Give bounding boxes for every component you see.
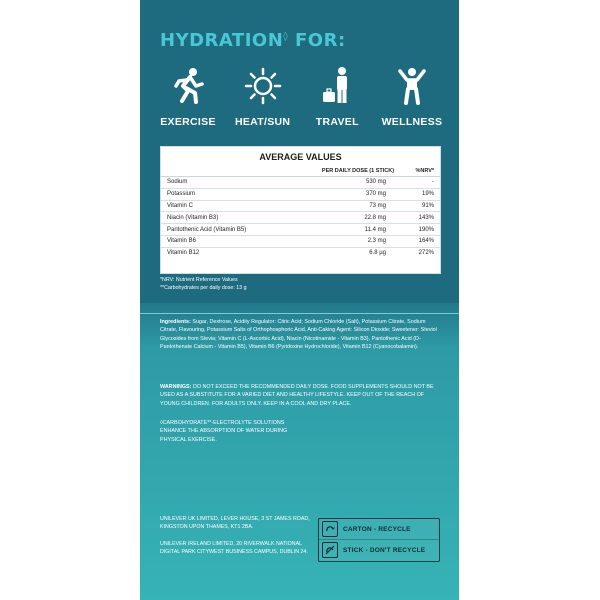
wellness-icon [392, 66, 432, 106]
table-row [161, 177, 440, 189]
table-row [161, 189, 440, 201]
use-cases [152, 66, 448, 128]
table-cell-nrv: 19% [421, 191, 434, 198]
table-cell-amount: 73 mg [369, 202, 386, 209]
table-cell-name: Vitamin C [167, 202, 193, 209]
nutrition-rows [161, 177, 440, 259]
recycle-icon [322, 521, 338, 537]
use-travel: TRAVEL [301, 66, 373, 128]
sun-icon [243, 66, 283, 106]
table-cell-nrv: - [432, 179, 434, 186]
carbohydrate-claim: ◊CARBOHYDRATE**-ELECTROLYTE SOLUTIONS ENHANCE THE ABSORPTION OF WATER DURING PHYSICAL EXERCISE. [160, 420, 288, 443]
table-cell-amount: 2.3 mg [367, 238, 386, 245]
runner-icon [168, 66, 208, 106]
recycling-box [318, 518, 440, 562]
table-row [161, 224, 440, 236]
table-cell-amount: 6.8 µg [369, 250, 386, 257]
table-cell-name: Potassium [167, 191, 196, 198]
traveller-icon [317, 66, 357, 106]
table-cell-amount: 22.8 mg [364, 214, 386, 221]
warnings-text: WARNINGS: DO NOT EXCEED THE RECOMMENDED DAILY DOSE. FOOD SUPPLEMENTS SHOULD NOT BE USED AS A SUBSTITUTE FOR A VARIED DIET AND HEALTHY LIFESTYLE. KEEP OUT OF THE REACH OF YOUNG CHILDREN. FOR ADULTS ONLY. KEEP IN A COOL AND DRY PLACE. [160, 384, 434, 407]
nutrition-table [160, 146, 441, 274]
nutrition-notes: *NRV: Nutrient Reference Values **Carbohydrates per daily dose: 13 g [160, 277, 247, 291]
address-ireland: UNILEVER IRELAND LIMITED, 20 RIVERWALK NATIONAL DIGITAL PARK CITYWEST BUSINESS CAMPUS, DUBLIN 24. [160, 541, 308, 555]
table-cell-name: Niacin (Vitamin B3) [167, 214, 219, 221]
table-cell-name: Pantothenic Acid (Vitamin B5) [167, 226, 247, 233]
table-cell-nrv: 272% [418, 250, 434, 257]
address-uk: UNILEVER UK LIMITED, LEVER HOUSE, 3 ST JAMES ROAD, KINGSTON UPON THAMES, KT1 2BA. [160, 516, 310, 530]
hydration-title: HYDRATION◊ FOR: [160, 30, 346, 51]
table-cell-name: Vitamin B12 [167, 250, 200, 257]
table-cell-nrv: 164% [418, 238, 434, 245]
table-row [161, 236, 440, 248]
section-divider [140, 313, 459, 314]
table-cell-name: Sodium [167, 179, 188, 186]
table-row [161, 248, 440, 259]
ingredients-text: Ingredients: Sugar, Dextrose, Acidity Regulator: Citric Acid; Sodium Chloride (Salt), Potassium Citrate, Sodium Citrate, Flavouring, Potassium Salts of Orthophosphoric Acid, Anti-Caking Agent: Silicon Dioxide; Sweetener: Steviol Glycosides from Stevia; Vitamin C (L-Ascorbic Acid), Niacin (Nicotinamide - Vitamin B3), Pantothenic Acid (D-Pantothenate Calcium - Vitamin B5), Vitamin B6 (Pyridoxine Hydrochloride), Vitamin B12 (Cyanocobalamin). [160, 319, 437, 350]
table-cell-amount: 11.4 mg [364, 226, 386, 233]
recycle-stick: STICK - DON'T RECYCLE [319, 539, 439, 560]
nutrition-table-title: AVERAGE VALUES [259, 152, 342, 162]
table-cell-amount: 530 mg [365, 179, 386, 186]
no-recycle-icon [322, 542, 338, 558]
table-cell-nrv: 143% [418, 214, 434, 221]
table-row [161, 201, 440, 213]
use-exercise: EXERCISE [152, 66, 224, 128]
table-cell-name: Vitamin B6 [167, 238, 196, 245]
use-wellness: WELLNESS [376, 66, 448, 128]
table-cell-nrv: 190% [418, 226, 434, 233]
nutrition-table-header: PER DAILY DOSE (1 STICK) %NRV* [161, 166, 440, 177]
table-cell-amount: 370 mg [365, 191, 386, 198]
table-cell-nrv: 91% [421, 202, 434, 209]
table-row [161, 212, 440, 224]
product-back-panel [140, 0, 459, 600]
use-heat-sun: HEAT/SUN [227, 66, 299, 128]
recycle-carton: CARTON - RECYCLE [319, 519, 439, 539]
